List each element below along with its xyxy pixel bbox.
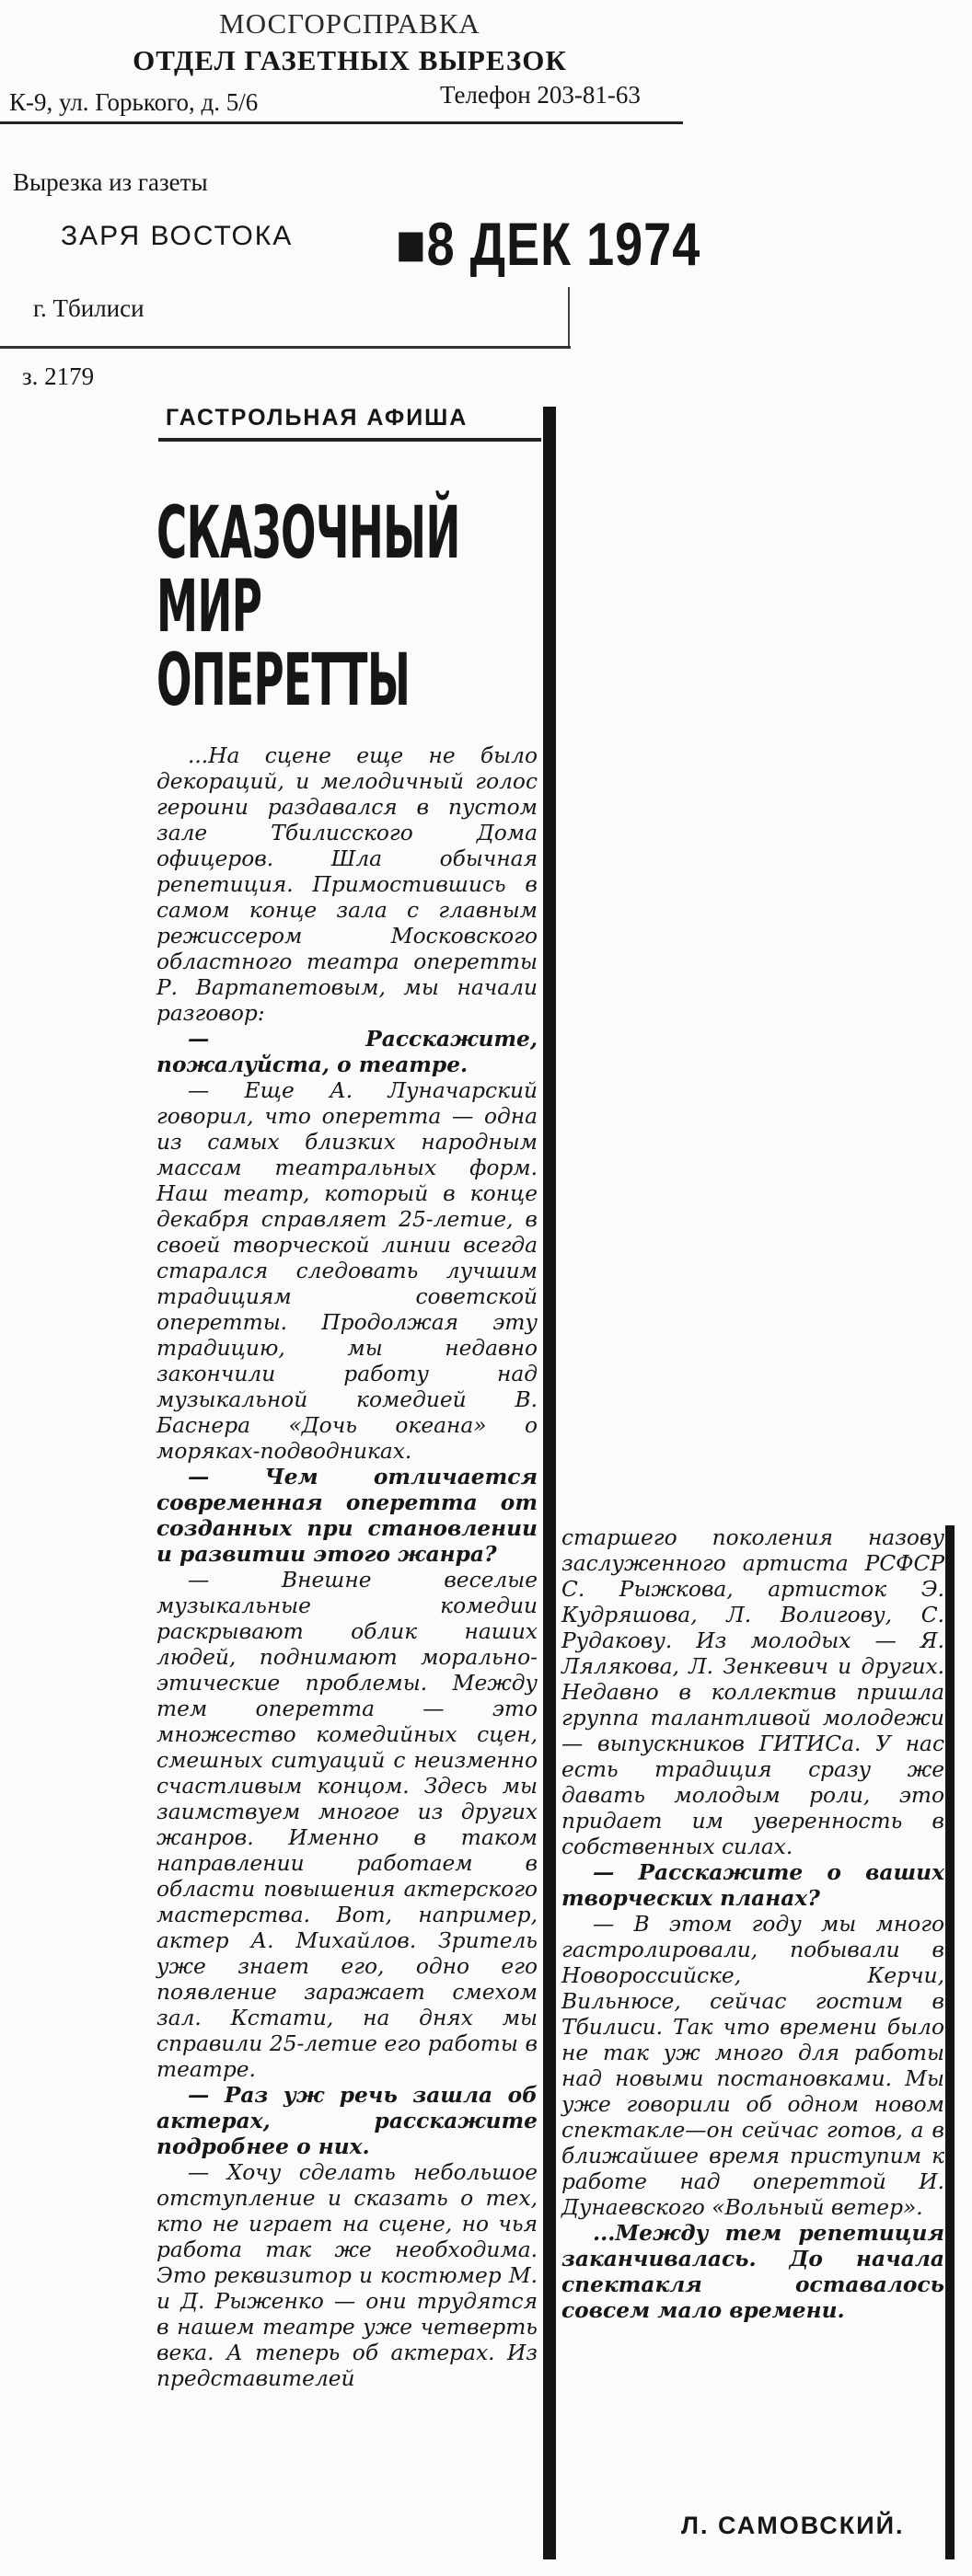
article-paragraph: — Внешне веселые музыкальные комедии раскрывают облик наших людей, поднимают морально-этические проблемы. Между тем оперетта — это множество комедийных сцен, смешных ситуаций с неизменно счастливым концом. Здесь мы заимствуем многое из других жанров. Именно в таком направлении работаем в области повышения актерского мастерства. Вот, например, актер А. Михайлов. Зритель уже знает его, одно его появление заражает смехом зал. Кстати, на днях мы справили 25-летие его работы в театре. (156, 1568, 538, 2082)
department-name: ОТДЕЛ ГАЗЕТНЫХ ВЫРЕЗОК (133, 44, 567, 76)
author-signature: Л. САМОВСКИЙ. (681, 2512, 905, 2539)
article-paragraph: — В этом году мы много гастролировали, побывали в Новороссийске, Керчи, Вильнюсе, сейчас гостим в Тбилиси. Так что времени было не так уж много для работы над новыми постановками. Мы уже говорили об одном новом спектакле—он сейчас готов, а в ближайшее время приступим к работе над опереттой И. Дунаевского «Вольный ветер». (561, 1912, 944, 2220)
date-stamp: ■8 ДЕК 1974 (396, 211, 701, 279)
stamp-vertical-rule (568, 287, 570, 346)
article-paragraph: — Еще А. Луначарский говорил, что оперетта — одна из самых близких народным массам театральных форм. Наш театр, который в конце декабря справляет 25-летие, в своей творческой линии всегда старался следовать лучшим традициям советской оперетты. Продолжая эту традицию, мы недавно закончили работу над музыкальной комедией В. Баснера «Дочь океана» о моряках-подводниках. (156, 1078, 538, 1464)
header-divider (0, 121, 683, 124)
phone-number: Телефон 203-81-63 (440, 81, 641, 109)
stamp-divider (0, 346, 571, 349)
title-line: МИР (156, 566, 262, 649)
article-paragraph: старшего поколения назову заслуженного артиста РСФСР С. Рыжкова, артисток Э. Кудряшова, Л. Волигову, С. Рудакову. Из молодых — Я. Лялякова, Л. Зенкевич и других. Недавно в коллектив пришла группа талантливой молодежи — выпускников ГИТИСа. У нас есть традиция сразу же давать молодым роли, это придает им уверенность в собственных силах. (561, 1525, 944, 1859)
order-number: з. 2179 (22, 362, 95, 390)
title-line: СКАЗОЧНЫЙ (156, 492, 460, 575)
clipping-label: Вырезка из газеты (13, 168, 208, 196)
interview-question: — Чем отличается современная оперетта от созданных при становлении и развитии этого жанра? (156, 1465, 538, 1567)
article-paragraph: — Хочу сделать небольшое отступление и сказать о тех, кто не играет на сцене, но чья работа так же необходима. Это реквизитор и костюмер М. и Д. Рыженко — они трудятся в нашем театре уже четверть века. А теперь об актерах. Из представителей (156, 2160, 538, 2391)
rubric-underline (158, 438, 541, 442)
rubric-heading: ГАСТРОЛЬНАЯ АФИША (166, 405, 469, 431)
interview-question: — Расскажите о ваших творческих планах? (561, 1860, 944, 1911)
interview-question: — Расскажите, пожалуйста, о театре. (156, 1027, 538, 1077)
address: К-9, ул. Горького, д. 5/6 (9, 88, 259, 116)
agency-name: МОСГОРСПРАВКА (219, 7, 480, 40)
interview-question: — Раз уж речь зашла об актерах, расскажите подробнее о них. (156, 2083, 538, 2159)
article-title (156, 492, 460, 722)
article-paragraph: ...На сцене еще не было декораций, и мелодичный голос героини раздавался в пустом зале Тбилисского Дома офицеров. Шла обычная репетиция. Примостившись в самом конце зала с главным режиссером Московского областного театра оперетты Р. Вартапетовым, мы начали разговор: (156, 743, 538, 1026)
title-line: ОПЕРЕТТЫ (156, 639, 411, 722)
city: г. Тбилиси (33, 294, 145, 322)
article-column-2 (561, 1525, 944, 2324)
column-rule-right (945, 1525, 955, 2559)
column-rule-left (543, 407, 556, 2559)
article-closing: ...Между тем репетиция заканчивалась. До начала спектакля оставалось совсем мало времени. (561, 2221, 944, 2323)
newspaper-name: ЗАРЯ ВОСТОКА (61, 221, 294, 251)
article-column-1 (156, 743, 538, 2392)
